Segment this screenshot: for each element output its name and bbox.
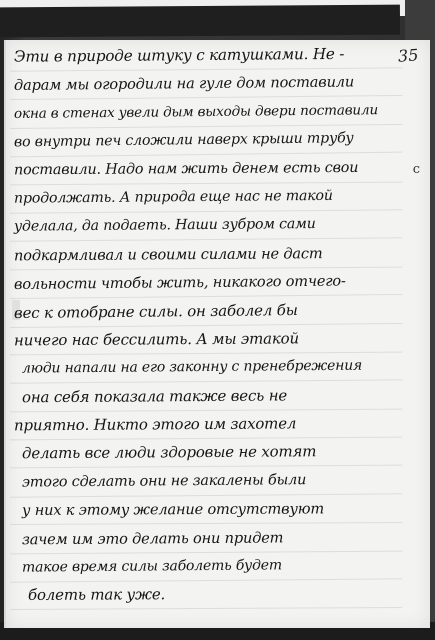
top-dark-shadow bbox=[0, 5, 400, 38]
text-line: Эти в природе штуку с катушками. Не - bbox=[10, 40, 402, 72]
text-line: она себя показала также весь не bbox=[10, 381, 402, 412]
text-line: поставили. Надо нам жить денем есть свои bbox=[10, 154, 402, 185]
text-line: подкармливал и своими силами не даст bbox=[10, 239, 402, 270]
text-line: вес к отобране силы. он заболел бы bbox=[10, 295, 402, 327]
text-line: уделала, да подаеть. Наши зубром сами bbox=[10, 211, 402, 243]
text-lines bbox=[10, 42, 402, 610]
text-line: такое время силы заболеть будет bbox=[10, 551, 402, 583]
text-line: этого сделать они не закалены были bbox=[10, 466, 402, 498]
handwritten-page bbox=[4, 40, 430, 628]
text-line: продолжать. А природа еще нас не такой bbox=[10, 182, 402, 214]
text-line: делать все люди здоровые не хотят bbox=[10, 438, 402, 469]
text-line: у них к этому желание отсутствуют bbox=[10, 495, 402, 525]
margin-mark: с bbox=[412, 162, 420, 177]
text-line: окна в стенах увели дым выходы двери поставили bbox=[10, 97, 402, 129]
text-line: болеть так уже. bbox=[10, 580, 402, 610]
text-line: во внутри печ сложили наверх крыши трубу bbox=[10, 125, 402, 158]
text-line: ничего нас бессилить. А мы этакой bbox=[10, 325, 402, 356]
text-line: зачем им это делать они придет bbox=[10, 523, 402, 554]
page-number: 35 bbox=[397, 45, 419, 66]
text-line: дарам мы огородили на гуле дом поставили bbox=[10, 68, 402, 100]
text-line: вольности чтобы жить, никакого отчего- bbox=[10, 267, 402, 299]
text-line: люди напали на его законну с пренебрежения bbox=[10, 353, 402, 385]
text-line: приятно. Никто этого им захотел bbox=[10, 410, 402, 441]
